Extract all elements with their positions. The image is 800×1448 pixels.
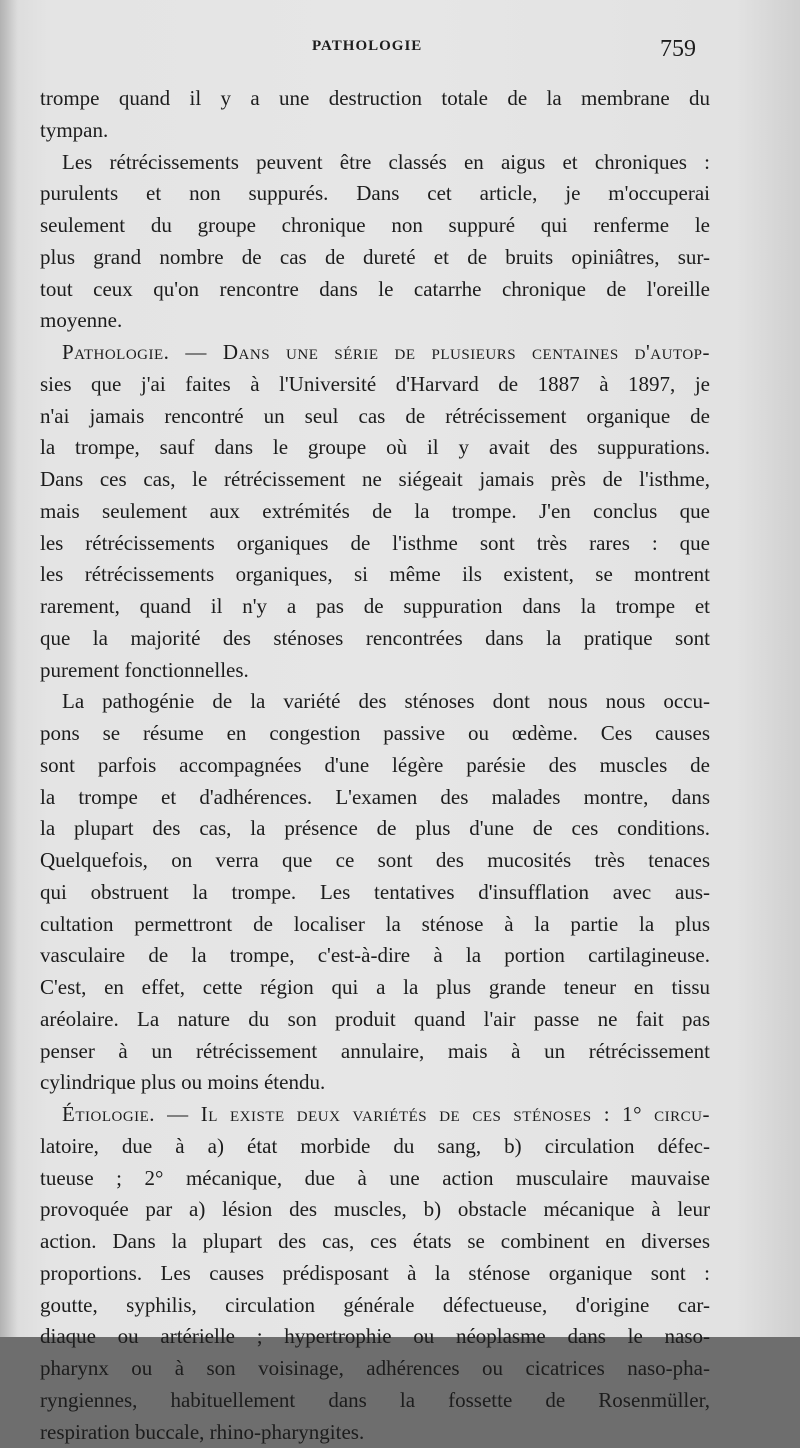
text-line: respiration buccale, rhino-pharyngites.	[40, 1417, 710, 1448]
text-line: moyenne.	[40, 305, 710, 337]
page-fold-shadow	[0, 0, 18, 1337]
running-title: PATHOLOGIE	[312, 38, 422, 55]
text-line: trompe quand il y a une destruction totale de la membrane du	[40, 83, 710, 115]
text-line: La pathogénie de la variété des sténoses dont nous nous occu-	[40, 686, 710, 718]
text-line: n'ai jamais rencontré un seul cas de rétrécissement organique de	[40, 401, 710, 433]
text-line: tout ceux qu'on rencontre dans le catarrhe chronique de l'oreille	[40, 274, 710, 306]
text-line: les rétrécissements organiques, si même ils existent, se montrent	[40, 559, 710, 591]
text-line: purulents et non suppurés. Dans cet article, je m'occuperai	[40, 178, 710, 210]
text-line: Quelquefois, on verra que ce sont des mucosités très tenaces	[40, 845, 710, 877]
text-line: mais seulement aux extrémités de la trompe. J'en conclus que	[40, 496, 710, 528]
running-header	[0, 36, 800, 66]
text-line: pons se résume en congestion passive ou œdème. Ces causes	[40, 718, 710, 750]
page-number: 759	[660, 36, 696, 63]
text-line: sies que j'ai faites à l'Université d'Harvard de 1887 à 1897, je	[40, 369, 710, 401]
section-heading-etiologie: Étiologie. — Il existe deux variétés de ces sténoses : 1° circu-	[40, 1099, 710, 1131]
text-line: que la majorité des sténoses rencontrées dans la pratique sont	[40, 623, 710, 655]
text-line: vasculaire de la trompe, c'est-à-dire à la portion cartilagineuse.	[40, 940, 710, 972]
text-line: goutte, syphilis, circulation générale défectueuse, d'origine car-	[40, 1290, 710, 1322]
text-line: la trompe et d'adhérences. L'examen des malades montre, dans	[40, 782, 710, 814]
text-line: pharynx ou à son voisinage, adhérences ou cicatrices naso-pha-	[40, 1353, 710, 1385]
text-line: aréolaire. La nature du son produit quand l'air passe ne fait pas	[40, 1004, 710, 1036]
text-line: seulement du groupe chronique non suppuré qui renferme le	[40, 210, 710, 242]
text-line: qui obstruent la trompe. Les tentatives d'insufflation avec aus-	[40, 877, 710, 909]
text-line: tueuse ; 2° mécanique, due à une action musculaire mauvaise	[40, 1163, 710, 1195]
text-line: C'est, en effet, cette région qui a la plus grande teneur en tissu	[40, 972, 710, 1004]
text-line: la trompe, sauf dans le groupe où il y avait des suppurations.	[40, 432, 710, 464]
text-line: latoire, due à a) état morbide du sang, b) circulation défec-	[40, 1131, 710, 1163]
text-line: action. Dans la plupart des cas, ces états se combinent en diverses	[40, 1226, 710, 1258]
text-line: purement fonctionnelles.	[40, 655, 710, 687]
text-line: la plupart des cas, la présence de plus d'une de ces conditions.	[40, 813, 710, 845]
text-line: diaque ou artérielle ; hypertrophie ou néoplasme dans le naso-	[40, 1321, 710, 1353]
text-line: Les rétrécissements peuvent être classés en aigus et chroniques :	[40, 147, 710, 179]
text-line: tympan.	[40, 115, 710, 147]
text-line: sont parfois accompagnées d'une légère parésie des muscles de	[40, 750, 710, 782]
body-text	[40, 83, 710, 1448]
text-line: penser à un rétrécissement annulaire, mais à un rétrécissement	[40, 1036, 710, 1068]
text-line: proportions. Les causes prédisposant à la sténose organique sont :	[40, 1258, 710, 1290]
text-line: Dans ces cas, le rétrécissement ne siégeait jamais près de l'isthme,	[40, 464, 710, 496]
text-line: cultation permettront de localiser la sténose à la partie la plus	[40, 909, 710, 941]
section-heading-pathologie: Pathologie. — Dans une série de plusieurs centaines d'autop-	[40, 337, 710, 369]
text-line: les rétrécissements organiques de l'isthme sont très rares : que	[40, 528, 710, 560]
text-line: provoquée par a) lésion des muscles, b) obstacle mécanique à leur	[40, 1194, 710, 1226]
text-line: rarement, quand il n'y a pas de suppuration dans la trompe et	[40, 591, 710, 623]
text-line: cylindrique plus ou moins étendu.	[40, 1067, 710, 1099]
text-line: ryngiennes, habituellement dans la fossette de Rosenmüller,	[40, 1385, 710, 1417]
text-line: plus grand nombre de cas de dureté et de bruits opiniâtres, sur-	[40, 242, 710, 274]
